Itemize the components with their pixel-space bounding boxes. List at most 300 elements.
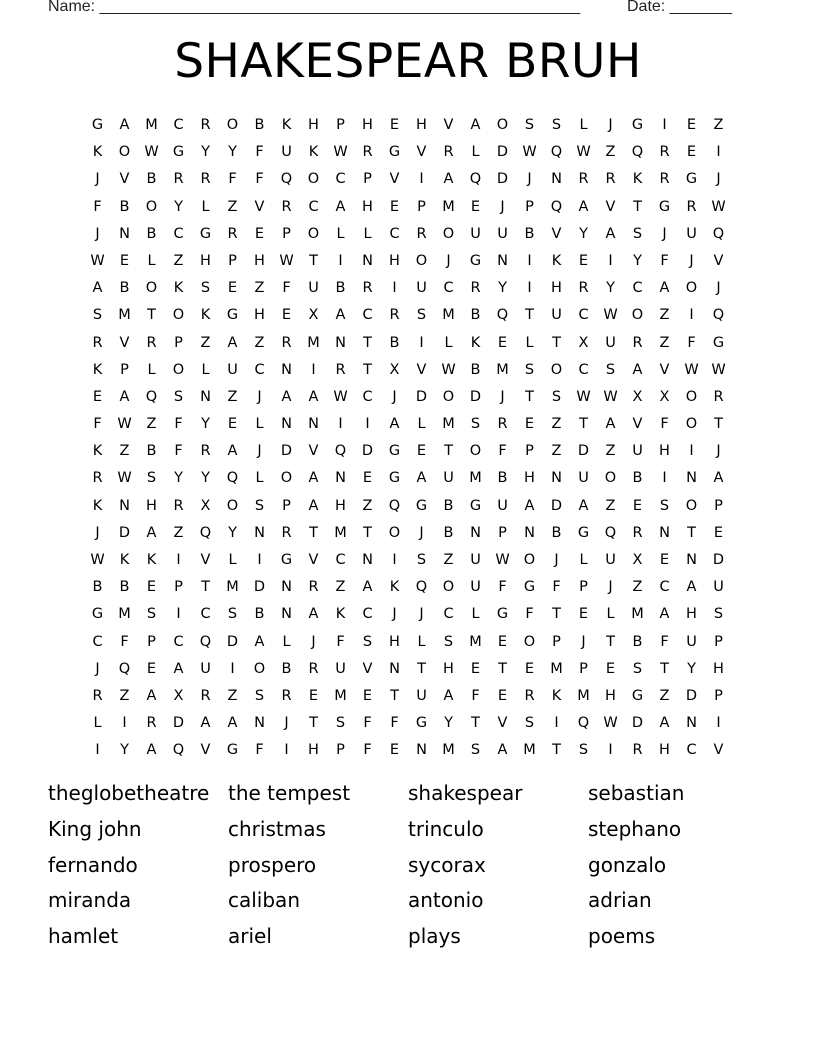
grid-letter[interactable]: L bbox=[147, 361, 156, 378]
grid-letter[interactable]: R bbox=[92, 687, 103, 704]
grid-letter[interactable]: L bbox=[93, 715, 102, 732]
grid-letter[interactable]: Y bbox=[444, 715, 453, 732]
grid-letter[interactable]: N bbox=[281, 361, 292, 378]
grid-letter[interactable]: A bbox=[281, 388, 292, 405]
grid-letter[interactable]: R bbox=[713, 388, 724, 405]
grid-letter[interactable]: R bbox=[200, 171, 211, 188]
grid-letter[interactable]: M bbox=[118, 307, 131, 324]
grid-letter[interactable]: J bbox=[716, 171, 721, 188]
grid-letter[interactable]: O bbox=[415, 252, 428, 269]
grid-letter[interactable]: D bbox=[577, 443, 590, 460]
grid-letter[interactable]: Q bbox=[712, 307, 725, 324]
grid-letter[interactable]: I bbox=[554, 715, 559, 732]
grid-letter[interactable]: Z bbox=[551, 443, 562, 460]
grid-letter[interactable]: W bbox=[90, 552, 105, 568]
grid-letter[interactable]: P bbox=[417, 198, 426, 215]
grid-letter[interactable]: T bbox=[552, 334, 561, 351]
grid-letter[interactable]: E bbox=[308, 687, 319, 704]
grid-letter[interactable]: U bbox=[443, 470, 454, 487]
grid-letter[interactable]: J bbox=[608, 117, 613, 133]
grid-letter[interactable]: B bbox=[119, 579, 130, 596]
grid-letter[interactable]: R bbox=[605, 171, 616, 188]
grid-letter[interactable]: Z bbox=[659, 687, 670, 704]
grid-letter[interactable]: K bbox=[92, 361, 103, 378]
grid-letter[interactable]: K bbox=[92, 443, 103, 460]
grid-letter[interactable]: T bbox=[363, 524, 372, 541]
grid-letter[interactable]: Z bbox=[254, 334, 265, 351]
grid-letter[interactable]: U bbox=[605, 334, 616, 351]
grid-letter[interactable]: C bbox=[578, 307, 589, 324]
grid-letter[interactable]: H bbox=[659, 443, 670, 460]
grid-letter[interactable]: T bbox=[309, 252, 318, 269]
grid-letter[interactable]: B bbox=[551, 524, 562, 541]
grid-letter[interactable]: U bbox=[200, 660, 211, 677]
grid-letter[interactable]: L bbox=[201, 361, 210, 378]
grid-letter[interactable]: R bbox=[227, 225, 238, 242]
grid-letter[interactable]: Z bbox=[173, 524, 184, 541]
grid-letter[interactable]: D bbox=[712, 552, 725, 568]
grid-letter[interactable]: Y bbox=[606, 280, 615, 297]
grid-letter[interactable]: Z bbox=[119, 443, 130, 460]
grid-letter[interactable]: J bbox=[419, 524, 424, 541]
grid-letter[interactable]: B bbox=[281, 660, 292, 677]
grid-letter[interactable]: F bbox=[471, 687, 480, 704]
grid-letter[interactable]: O bbox=[469, 443, 482, 460]
grid-letter[interactable]: K bbox=[551, 252, 562, 269]
grid-letter[interactable]: N bbox=[470, 524, 481, 541]
grid-letter[interactable]: R bbox=[200, 117, 211, 133]
grid-letter[interactable]: R bbox=[173, 171, 184, 188]
grid-letter[interactable]: E bbox=[470, 198, 481, 215]
grid-letter[interactable]: S bbox=[227, 606, 238, 623]
grid-letter[interactable]: F bbox=[498, 443, 507, 460]
grid-letter[interactable]: F bbox=[93, 198, 102, 215]
grid-letter[interactable]: S bbox=[551, 117, 562, 133]
grid-letter[interactable]: X bbox=[632, 388, 643, 405]
grid-letter[interactable]: O bbox=[685, 280, 698, 297]
grid-letter[interactable]: A bbox=[497, 742, 508, 759]
grid-letter[interactable]: K bbox=[335, 606, 346, 623]
grid-letter[interactable]: Q bbox=[469, 171, 482, 188]
grid-letter[interactable]: R bbox=[416, 225, 427, 242]
grid-letter[interactable]: I bbox=[338, 416, 343, 433]
grid-letter[interactable]: S bbox=[659, 497, 670, 514]
grid-letter[interactable]: X bbox=[200, 497, 211, 514]
grid-letter[interactable]: X bbox=[578, 334, 589, 351]
grid-letter[interactable]: V bbox=[254, 198, 265, 215]
grid-letter[interactable]: G bbox=[685, 171, 698, 188]
grid-letter[interactable]: M bbox=[577, 687, 590, 704]
grid-letter[interactable]: K bbox=[308, 144, 319, 161]
grid-letter[interactable]: E bbox=[605, 660, 616, 677]
grid-letter[interactable]: S bbox=[524, 715, 535, 732]
grid-letter[interactable]: S bbox=[632, 660, 643, 677]
grid-letter[interactable]: A bbox=[335, 307, 346, 324]
grid-letter[interactable]: L bbox=[282, 633, 291, 650]
grid-letter[interactable]: A bbox=[146, 742, 157, 759]
grid-letter[interactable]: G bbox=[496, 606, 509, 623]
grid-letter[interactable]: B bbox=[632, 633, 643, 650]
grid-letter[interactable]: A bbox=[308, 497, 319, 514]
grid-letter[interactable]: J bbox=[257, 388, 262, 405]
grid-letter[interactable]: F bbox=[687, 334, 696, 351]
grid-letter[interactable]: Y bbox=[120, 742, 129, 759]
grid-letter[interactable]: Z bbox=[227, 388, 238, 405]
grid-letter[interactable]: F bbox=[336, 633, 345, 650]
grid-letter[interactable]: S bbox=[254, 497, 265, 514]
grid-letter[interactable]: N bbox=[119, 225, 130, 242]
grid-letter[interactable]: E bbox=[524, 660, 535, 677]
grid-letter[interactable]: E bbox=[713, 524, 724, 541]
grid-letter[interactable]: D bbox=[631, 715, 644, 732]
grid-letter[interactable]: T bbox=[552, 742, 561, 759]
grid-letter[interactable]: M bbox=[226, 579, 239, 596]
grid-letter[interactable]: T bbox=[390, 687, 399, 704]
grid-letter[interactable]: G bbox=[415, 715, 428, 732]
grid-letter[interactable]: V bbox=[308, 552, 319, 568]
grid-letter[interactable]: G bbox=[388, 470, 401, 487]
grid-letter[interactable]: R bbox=[497, 416, 508, 433]
grid-letter[interactable]: I bbox=[176, 552, 181, 568]
grid-letter[interactable]: R bbox=[281, 198, 292, 215]
grid-letter[interactable]: U bbox=[416, 687, 427, 704]
grid-letter[interactable]: S bbox=[551, 388, 562, 405]
grid-letter[interactable]: H bbox=[254, 252, 265, 269]
grid-letter[interactable]: R bbox=[659, 171, 670, 188]
grid-letter[interactable]: Q bbox=[172, 742, 185, 759]
grid-letter[interactable]: H bbox=[335, 497, 346, 514]
grid-letter[interactable]: K bbox=[281, 117, 292, 133]
grid-letter[interactable]: V bbox=[605, 198, 616, 215]
grid-letter[interactable]: S bbox=[146, 470, 157, 487]
grid-letter[interactable]: C bbox=[389, 225, 400, 242]
grid-letter[interactable]: T bbox=[363, 334, 372, 351]
grid-letter[interactable]: R bbox=[578, 280, 589, 297]
grid-letter[interactable]: U bbox=[416, 280, 427, 297]
grid-letter[interactable]: Z bbox=[173, 252, 184, 269]
grid-letter[interactable]: R bbox=[578, 171, 589, 188]
grid-letter[interactable]: C bbox=[335, 171, 346, 188]
grid-letter[interactable]: B bbox=[146, 443, 157, 460]
grid-letter[interactable]: E bbox=[497, 334, 508, 351]
grid-letter[interactable]: Z bbox=[146, 416, 157, 433]
grid-letter[interactable]: R bbox=[146, 334, 157, 351]
grid-letter[interactable]: O bbox=[145, 280, 158, 297]
grid-letter[interactable]: B bbox=[632, 470, 643, 487]
grid-letter[interactable]: N bbox=[686, 552, 697, 568]
grid-letter[interactable]: Z bbox=[551, 416, 562, 433]
grid-letter[interactable]: O bbox=[307, 171, 320, 188]
grid-letter[interactable]: L bbox=[606, 606, 615, 623]
grid-letter[interactable]: O bbox=[118, 144, 131, 161]
grid-letter[interactable]: I bbox=[527, 280, 532, 297]
grid-letter[interactable]: E bbox=[389, 198, 400, 215]
grid-letter[interactable]: P bbox=[120, 361, 129, 378]
grid-letter[interactable]: D bbox=[253, 579, 266, 596]
grid-letter[interactable]: F bbox=[660, 416, 669, 433]
grid-letter[interactable]: J bbox=[257, 443, 262, 460]
grid-letter[interactable]: Y bbox=[579, 225, 588, 242]
grid-letter[interactable]: I bbox=[338, 252, 343, 269]
grid-letter[interactable]: A bbox=[92, 280, 103, 297]
grid-letter[interactable]: O bbox=[442, 579, 455, 596]
grid-letter[interactable]: H bbox=[713, 660, 724, 677]
grid-letter[interactable]: B bbox=[119, 198, 130, 215]
grid-letter[interactable]: A bbox=[119, 117, 130, 133]
grid-letter[interactable]: A bbox=[443, 687, 454, 704]
grid-letter[interactable]: V bbox=[308, 443, 319, 460]
grid-letter[interactable]: S bbox=[335, 715, 346, 732]
grid-letter[interactable]: Q bbox=[334, 443, 347, 460]
grid-letter[interactable]: S bbox=[416, 307, 427, 324]
grid-letter[interactable]: D bbox=[469, 388, 482, 405]
grid-letter[interactable]: E bbox=[362, 687, 373, 704]
grid-letter[interactable]: S bbox=[470, 416, 481, 433]
grid-letter[interactable]: B bbox=[470, 361, 481, 378]
grid-letter[interactable]: N bbox=[362, 252, 373, 269]
grid-letter[interactable]: P bbox=[714, 687, 723, 704]
grid-letter[interactable]: T bbox=[147, 307, 156, 324]
grid-letter[interactable]: V bbox=[200, 742, 211, 759]
grid-letter[interactable]: E bbox=[281, 307, 292, 324]
grid-letter[interactable]: F bbox=[282, 280, 291, 297]
grid-letter[interactable]: O bbox=[685, 416, 698, 433]
grid-letter[interactable]: O bbox=[442, 225, 455, 242]
grid-letter[interactable]: F bbox=[255, 144, 264, 161]
grid-letter[interactable]: C bbox=[362, 606, 373, 623]
grid-letter[interactable]: W bbox=[522, 144, 537, 161]
grid-letter[interactable]: Y bbox=[687, 660, 696, 677]
grid-letter[interactable]: H bbox=[605, 687, 616, 704]
grid-letter[interactable]: G bbox=[469, 252, 482, 269]
grid-letter[interactable]: M bbox=[442, 742, 455, 759]
grid-letter[interactable]: Z bbox=[605, 497, 616, 514]
grid-letter[interactable]: U bbox=[308, 280, 319, 297]
grid-letter[interactable]: D bbox=[226, 633, 239, 650]
grid-letter[interactable]: J bbox=[95, 660, 100, 677]
grid-letter[interactable]: W bbox=[495, 552, 510, 568]
grid-letter[interactable]: H bbox=[308, 117, 319, 133]
grid-letter[interactable]: J bbox=[95, 524, 100, 541]
grid-letter[interactable]: P bbox=[282, 225, 291, 242]
grid-letter[interactable]: K bbox=[119, 552, 130, 568]
grid-letter[interactable]: N bbox=[119, 497, 130, 514]
grid-letter[interactable]: R bbox=[686, 198, 697, 215]
grid-letter[interactable]: H bbox=[362, 117, 373, 133]
grid-letter[interactable]: R bbox=[335, 361, 346, 378]
grid-letter[interactable]: K bbox=[92, 497, 103, 514]
grid-letter[interactable]: O bbox=[442, 388, 455, 405]
grid-letter[interactable]: G bbox=[91, 606, 104, 623]
grid-letter[interactable]: V bbox=[551, 225, 562, 242]
grid-letter[interactable]: G bbox=[172, 144, 185, 161]
grid-letter[interactable]: H bbox=[362, 198, 373, 215]
grid-letter[interactable]: L bbox=[363, 225, 372, 242]
grid-letter[interactable]: B bbox=[389, 334, 400, 351]
grid-letter[interactable]: I bbox=[365, 416, 370, 433]
grid-letter[interactable]: B bbox=[146, 171, 157, 188]
grid-letter[interactable]: C bbox=[362, 307, 373, 324]
grid-letter[interactable]: T bbox=[660, 660, 669, 677]
grid-letter[interactable]: F bbox=[255, 171, 264, 188]
grid-letter[interactable]: R bbox=[92, 470, 103, 487]
grid-letter[interactable]: Q bbox=[118, 660, 131, 677]
grid-letter[interactable]: A bbox=[659, 280, 670, 297]
grid-letter[interactable]: Q bbox=[415, 579, 428, 596]
grid-letter[interactable]: B bbox=[443, 524, 454, 541]
grid-letter[interactable]: A bbox=[659, 606, 670, 623]
grid-letter[interactable]: E bbox=[497, 633, 508, 650]
grid-letter[interactable]: R bbox=[632, 524, 643, 541]
grid-letter[interactable]: U bbox=[686, 633, 697, 650]
grid-letter[interactable]: P bbox=[579, 660, 588, 677]
grid-letter[interactable]: A bbox=[146, 687, 157, 704]
grid-letter[interactable]: E bbox=[416, 443, 427, 460]
grid-letter[interactable]: M bbox=[334, 524, 347, 541]
grid-letter[interactable]: W bbox=[711, 198, 726, 215]
grid-letter[interactable]: E bbox=[578, 606, 589, 623]
grid-letter[interactable]: L bbox=[417, 633, 426, 650]
grid-letter[interactable]: O bbox=[226, 497, 239, 514]
grid-letter[interactable]: W bbox=[603, 388, 618, 405]
grid-letter[interactable]: R bbox=[632, 742, 643, 759]
grid-letter[interactable]: W bbox=[279, 252, 294, 269]
grid-letter[interactable]: C bbox=[92, 633, 103, 650]
grid-letter[interactable]: I bbox=[662, 470, 667, 487]
grid-letter[interactable]: D bbox=[415, 388, 428, 405]
grid-letter[interactable]: U bbox=[551, 307, 562, 324]
grid-letter[interactable]: C bbox=[173, 633, 184, 650]
grid-letter[interactable]: C bbox=[578, 361, 589, 378]
grid-letter[interactable]: I bbox=[662, 117, 667, 133]
grid-letter[interactable]: W bbox=[603, 715, 618, 732]
grid-letter[interactable]: G bbox=[226, 307, 239, 324]
grid-letter[interactable]: U bbox=[632, 443, 643, 460]
grid-letter[interactable]: S bbox=[200, 280, 211, 297]
grid-letter[interactable]: C bbox=[254, 361, 265, 378]
grid-letter[interactable]: Q bbox=[577, 715, 590, 732]
grid-letter[interactable]: S bbox=[362, 633, 373, 650]
grid-letter[interactable]: H bbox=[146, 497, 157, 514]
grid-letter[interactable]: S bbox=[92, 307, 103, 324]
grid-letter[interactable]: J bbox=[527, 171, 532, 188]
grid-letter[interactable]: O bbox=[523, 552, 536, 568]
grid-letter[interactable]: V bbox=[713, 252, 724, 269]
grid-letter[interactable]: C bbox=[173, 225, 184, 242]
grid-letter[interactable]: N bbox=[281, 579, 292, 596]
grid-letter[interactable]: C bbox=[443, 280, 454, 297]
grid-letter[interactable]: E bbox=[524, 416, 535, 433]
grid-letter[interactable]: E bbox=[227, 280, 238, 297]
grid-letter[interactable]: Z bbox=[632, 579, 643, 596]
grid-letter[interactable]: C bbox=[308, 198, 319, 215]
grid-letter[interactable]: M bbox=[469, 633, 482, 650]
grid-letter[interactable]: N bbox=[308, 416, 319, 433]
grid-letter[interactable]: W bbox=[117, 416, 132, 433]
grid-letter[interactable]: B bbox=[335, 280, 346, 297]
grid-letter[interactable]: S bbox=[443, 633, 454, 650]
grid-letter[interactable]: B bbox=[470, 307, 481, 324]
grid-letter[interactable]: A bbox=[713, 470, 724, 487]
grid-letter[interactable]: S bbox=[416, 552, 427, 568]
grid-letter[interactable]: X bbox=[173, 687, 184, 704]
grid-letter[interactable]: M bbox=[469, 470, 482, 487]
grid-letter[interactable]: G bbox=[523, 579, 536, 596]
grid-letter[interactable]: F bbox=[660, 633, 669, 650]
grid-letter[interactable]: R bbox=[362, 144, 373, 161]
grid-letter[interactable]: Z bbox=[227, 198, 238, 215]
grid-letter[interactable]: A bbox=[119, 388, 130, 405]
grid-letter[interactable]: H bbox=[551, 280, 562, 297]
grid-letter[interactable]: A bbox=[578, 497, 589, 514]
grid-letter[interactable]: Y bbox=[498, 280, 507, 297]
grid-letter[interactable]: P bbox=[525, 198, 534, 215]
grid-letter[interactable]: D bbox=[496, 144, 509, 161]
grid-letter[interactable]: V bbox=[416, 144, 427, 161]
grid-letter[interactable]: U bbox=[497, 225, 508, 242]
grid-letter[interactable]: Q bbox=[388, 497, 401, 514]
grid-letter[interactable]: I bbox=[176, 606, 181, 623]
grid-letter[interactable]: L bbox=[444, 334, 453, 351]
grid-letter[interactable]: U bbox=[281, 144, 292, 161]
grid-letter[interactable]: H bbox=[389, 633, 400, 650]
grid-letter[interactable]: M bbox=[496, 361, 509, 378]
grid-letter[interactable]: L bbox=[201, 198, 210, 215]
grid-letter[interactable]: T bbox=[444, 443, 453, 460]
grid-letter[interactable]: E bbox=[146, 660, 157, 677]
grid-letter[interactable]: O bbox=[145, 198, 158, 215]
grid-letter[interactable]: J bbox=[95, 225, 100, 242]
grid-letter[interactable]: F bbox=[174, 443, 183, 460]
grid-letter[interactable]: T bbox=[579, 416, 588, 433]
grid-letter[interactable]: I bbox=[608, 742, 613, 759]
grid-letter[interactable]: K bbox=[200, 307, 211, 324]
grid-letter[interactable]: L bbox=[471, 144, 480, 161]
grid-letter[interactable]: J bbox=[689, 252, 694, 269]
grid-letter[interactable]: D bbox=[118, 524, 131, 541]
grid-letter[interactable]: K bbox=[551, 687, 562, 704]
grid-letter[interactable]: H bbox=[389, 252, 400, 269]
grid-letter[interactable]: A bbox=[443, 171, 454, 188]
grid-letter[interactable]: N bbox=[362, 552, 373, 568]
grid-letter[interactable]: A bbox=[308, 470, 319, 487]
grid-letter[interactable]: E bbox=[686, 117, 697, 133]
grid-letter[interactable]: Z bbox=[659, 334, 670, 351]
grid-letter[interactable]: Q bbox=[550, 198, 563, 215]
grid-letter[interactable]: P bbox=[147, 633, 156, 650]
grid-letter[interactable]: F bbox=[363, 715, 372, 732]
grid-letter[interactable]: S bbox=[254, 687, 265, 704]
grid-letter[interactable]: Z bbox=[227, 687, 238, 704]
grid-letter[interactable]: O bbox=[172, 307, 185, 324]
grid-letter[interactable]: A bbox=[659, 715, 670, 732]
grid-letter[interactable]: H bbox=[254, 307, 265, 324]
grid-letter[interactable]: S bbox=[632, 225, 643, 242]
grid-letter[interactable]: T bbox=[525, 388, 534, 405]
grid-letter[interactable]: W bbox=[441, 361, 456, 378]
grid-letter[interactable]: D bbox=[280, 443, 293, 460]
grid-letter[interactable]: Q bbox=[550, 144, 563, 161]
grid-letter[interactable]: S bbox=[713, 606, 724, 623]
grid-letter[interactable]: A bbox=[470, 117, 481, 133]
grid-letter[interactable]: P bbox=[336, 117, 345, 133]
grid-letter[interactable]: R bbox=[200, 687, 211, 704]
grid-letter[interactable]: S bbox=[605, 361, 616, 378]
grid-letter[interactable]: J bbox=[284, 715, 289, 732]
grid-letter[interactable]: W bbox=[711, 361, 726, 378]
grid-letter[interactable]: R bbox=[173, 497, 184, 514]
grid-letter[interactable]: X bbox=[659, 388, 670, 405]
